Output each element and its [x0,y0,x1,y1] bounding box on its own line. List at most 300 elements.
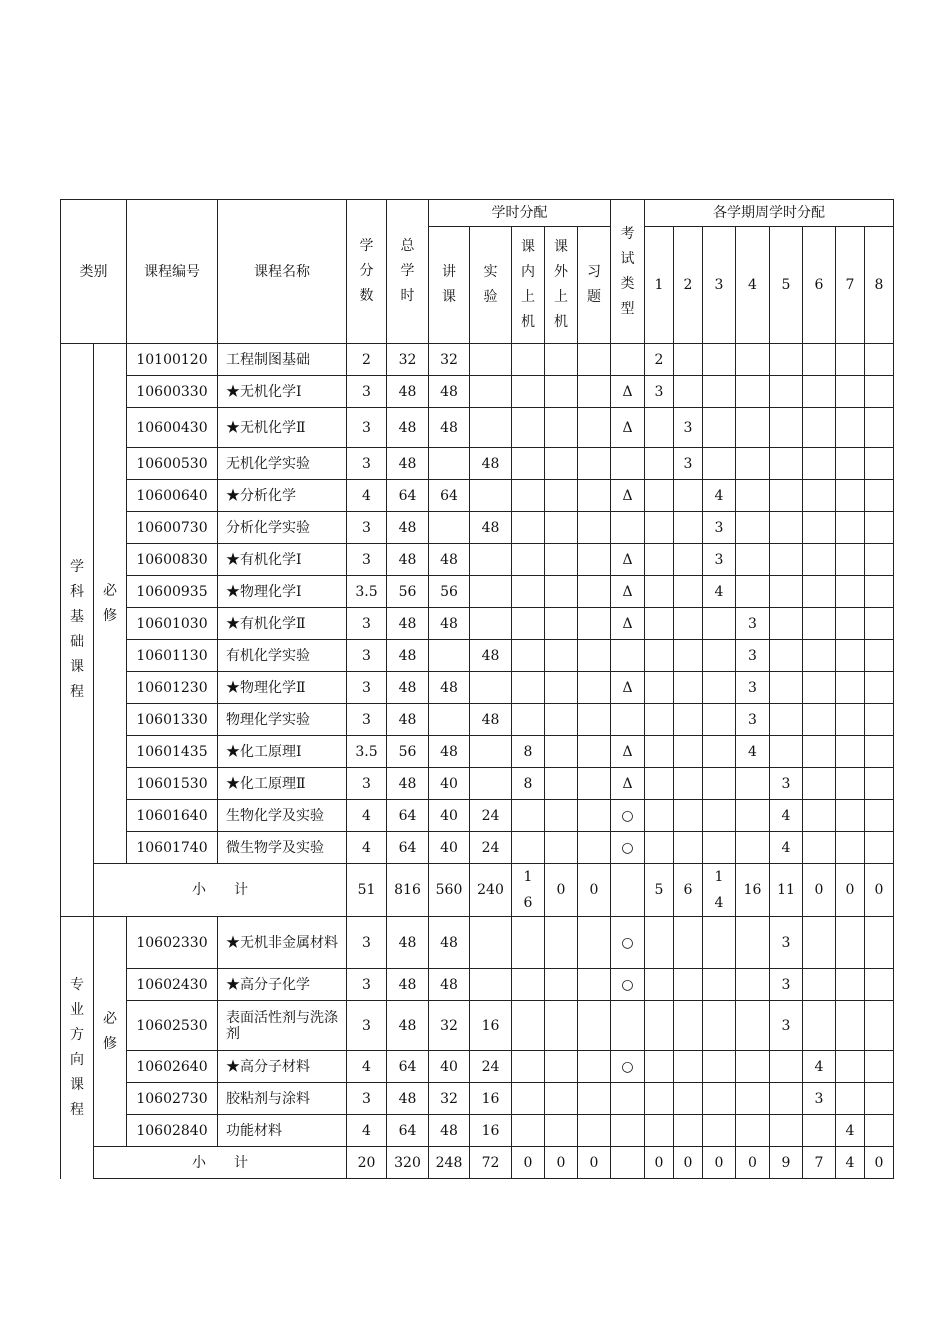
cell-in-comp [512,544,545,576]
table-row [61,344,894,376]
subtotal-semester-2 [674,864,703,917]
cell-semester-8 [865,1051,894,1083]
subtotal-value: 0 [654,1154,664,1171]
cell-semester-5 [770,704,803,736]
table-row [61,768,894,800]
cell-exam [611,344,645,376]
cell-semester-8 [865,1083,894,1115]
cell-credits: 3 [347,408,387,448]
cell-semester-3 [703,917,736,969]
cell-out-comp [545,480,578,512]
course-name: ★无机非金属材料 [218,917,347,969]
subtotal-semester-6 [803,1147,836,1179]
cell-semester-4 [736,1051,770,1083]
course-code: 10600330 [127,376,218,408]
course-name: ★化工原理Ⅱ [218,768,347,800]
cell-semester-8 [865,480,894,512]
cell-semester-2 [674,1051,703,1083]
cell-credits: 3 [347,544,387,576]
cell-semester-3: 4 [703,576,736,608]
cell-exercise [578,512,611,544]
cell-exam [611,1083,645,1115]
subtotal-value: 816 [394,882,421,898]
cell-semester-2 [674,344,703,376]
cell-semester-1 [645,608,674,640]
cell-semester-1 [645,640,674,672]
cell-total: 48 [387,448,429,480]
cell-lecture [429,512,470,544]
cell-lecture: 48 [429,969,470,1001]
course-name: ★无机化学Ⅰ [218,376,347,408]
cell-total: 48 [387,544,429,576]
header-semester-5: 5 [770,227,803,344]
cell-semester-2 [674,704,703,736]
cell-exam: Δ [611,376,645,408]
cell-total: 64 [387,1051,429,1083]
cell-exercise [578,448,611,480]
course-name: 分析化学实验 [218,512,347,544]
cell-credits: 3 [347,640,387,672]
cell-lab [470,969,512,1001]
cell-semester-1 [645,448,674,480]
subtotal-value: 0 [523,1154,533,1171]
cell-semester-5: 3 [770,917,803,969]
cell-out-comp [545,768,578,800]
cell-semester-6 [803,512,836,544]
cell-lecture [429,448,470,480]
cell-exercise [578,408,611,448]
cell-semester-8 [865,768,894,800]
cell-semester-4 [736,512,770,544]
subtotal-value: 0 [874,882,884,898]
cell-semester-7: 4 [836,1115,865,1147]
table-row [61,736,894,768]
cell-semester-8 [865,1001,894,1051]
cell-semester-8 [865,512,894,544]
subtotal-value: 7 [814,1154,824,1171]
cell-credits: 3 [347,969,387,1001]
cell-credits: 3 [347,704,387,736]
cell-semester-1 [645,408,674,448]
table-row [61,969,894,1001]
course-code: 10602730 [127,1083,218,1115]
course-name: ★物理化学Ⅱ [218,672,347,704]
cell-in-comp [512,704,545,736]
cell-credits: 4 [347,832,387,864]
cell-semester-3 [703,832,736,864]
cell-out-comp [545,608,578,640]
cell-total: 48 [387,608,429,640]
cell-exercise [578,736,611,768]
header-semester-4: 4 [736,227,770,344]
cell-out-comp [545,408,578,448]
course-name: ★有机化学Ⅰ [218,544,347,576]
cell-total: 48 [387,408,429,448]
table-row [61,408,894,448]
course-code: 10601530 [127,768,218,800]
cell-semester-1 [645,704,674,736]
cell-semester-8 [865,376,894,408]
subtotal-out-comp [545,864,578,917]
course-code: 10100120 [127,344,218,376]
course-name: 微生物学及实验 [218,832,347,864]
cell-exam: Δ [611,408,645,448]
cell-semester-2 [674,736,703,768]
cell-in-comp: 8 [512,768,545,800]
cell-semester-6: 3 [803,1083,836,1115]
table-row [61,576,894,608]
subtotal-semester-7 [836,1147,865,1179]
cell-semester-7 [836,736,865,768]
cell-semester-2 [674,640,703,672]
cell-semester-6 [803,480,836,512]
cell-semester-6 [803,544,836,576]
header-lab: 实验 [470,227,512,344]
cell-lecture: 64 [429,480,470,512]
cell-semester-4 [736,1083,770,1115]
table-row [61,800,894,832]
cell-lecture: 32 [429,1083,470,1115]
curriculum-table [60,199,894,1179]
cell-semester-3 [703,448,736,480]
cell-semester-4 [736,800,770,832]
cell-exercise [578,768,611,800]
category-label: 学科基础课程 [70,559,84,700]
cell-in-comp [512,576,545,608]
cell-semester-2 [674,800,703,832]
table-row [61,917,894,969]
cell-semester-5: 4 [770,832,803,864]
cell-semester-3: 3 [703,544,736,576]
subtotal-lab [470,1147,512,1179]
cell-exam: Δ [611,480,645,512]
course-code: 10601330 [127,704,218,736]
cell-semester-8 [865,576,894,608]
cell-semester-1 [645,768,674,800]
cell-semester-4: 3 [736,672,770,704]
category-cell [61,917,94,1179]
cell-semester-7 [836,344,865,376]
cell-semester-7 [836,640,865,672]
cell-semester-2 [674,512,703,544]
cell-lecture: 40 [429,768,470,800]
table-row [61,1115,894,1147]
cell-exam [611,512,645,544]
subtotal-value: 11 [777,882,795,898]
cell-exercise [578,917,611,969]
subtotal-value: 0 [845,882,855,898]
cell-semester-2 [674,480,703,512]
cell-semester-8 [865,800,894,832]
cell-semester-7 [836,917,865,969]
cell-semester-6 [803,448,836,480]
cell-exercise [578,1083,611,1115]
course-code: 10601230 [127,672,218,704]
cell-semester-7 [836,832,865,864]
cell-semester-5 [770,608,803,640]
cell-in-comp [512,969,545,1001]
subtotal-label: 小 计 [94,864,347,917]
course-code: 10600640 [127,480,218,512]
cell-total: 48 [387,969,429,1001]
cell-in-comp [512,480,545,512]
header-semester-8: 8 [865,227,894,344]
course-name: 表面活性剂与洗涤剂 [218,1001,347,1051]
cell-semester-5 [770,344,803,376]
cell-lecture: 48 [429,672,470,704]
table-row [61,1083,894,1115]
cell-semester-7 [836,376,865,408]
header-exercise: 习题 [578,227,611,344]
requirement-cell [94,344,127,864]
cell-lecture: 40 [429,1051,470,1083]
course-name: 工程制图基础 [218,344,347,376]
cell-out-comp [545,512,578,544]
course-name: 功能材料 [218,1115,347,1147]
cell-semester-6: 4 [803,1051,836,1083]
header-out-class-computer: 课外上机 [545,227,578,344]
cell-lab [470,480,512,512]
cell-lecture: 40 [429,800,470,832]
course-name: ★无机化学Ⅱ [218,408,347,448]
cell-lab [470,544,512,576]
course-code: 10600530 [127,448,218,480]
cell-semester-3 [703,800,736,832]
cell-lab: 16 [470,1115,512,1147]
cell-semester-1 [645,512,674,544]
cell-semester-4 [736,768,770,800]
cell-semester-6 [803,969,836,1001]
cell-exam: Δ [611,672,645,704]
cell-total: 56 [387,736,429,768]
cell-out-comp [545,544,578,576]
table-row [61,1051,894,1083]
cell-semester-2: 3 [674,448,703,480]
header-weekly-allocation: 各学期周学时分配 [645,200,894,227]
cell-lab: 48 [470,640,512,672]
course-code: 10600935 [127,576,218,608]
category-label: 专业方向课程 [70,976,84,1118]
cell-exercise [578,480,611,512]
cell-semester-8 [865,736,894,768]
subtotal-value: 51 [357,882,376,898]
cell-semester-8 [865,917,894,969]
course-code: 10601640 [127,800,218,832]
subtotal-lecture [429,864,470,917]
cell-in-comp [512,344,545,376]
cell-exercise [578,1051,611,1083]
cell-total: 48 [387,1083,429,1115]
cell-semester-8 [865,544,894,576]
cell-in-comp [512,1083,545,1115]
cell-exercise [578,704,611,736]
cell-in-comp [512,1115,545,1147]
cell-semester-2 [674,672,703,704]
course-code: 10600730 [127,512,218,544]
cell-total: 48 [387,704,429,736]
cell-semester-1 [645,480,674,512]
cell-exam [611,448,645,480]
cell-semester-3 [703,1051,736,1083]
table-row [61,1001,894,1051]
course-code: 10601130 [127,640,218,672]
cell-semester-8 [865,704,894,736]
cell-exercise [578,608,611,640]
header-in-class-computer: 课内上机 [512,227,545,344]
cell-semester-1 [645,969,674,1001]
cell-semester-5 [770,576,803,608]
cell-exam [611,640,645,672]
cell-semester-3: 3 [703,512,736,544]
subtotal-credits [347,864,387,917]
cell-out-comp [545,1051,578,1083]
cell-semester-6 [803,704,836,736]
cell-semester-7 [836,672,865,704]
cell-credits: 4 [347,480,387,512]
cell-semester-2 [674,576,703,608]
cell-semester-8 [865,448,894,480]
course-name: ★高分子材料 [218,1051,347,1083]
cell-semester-5 [770,736,803,768]
subtotal-semester-4 [736,1147,770,1179]
cell-total: 48 [387,768,429,800]
subtotal-lab [470,864,512,917]
subtotal-value: 0 [814,882,824,898]
cell-semester-6 [803,768,836,800]
table-row [61,608,894,640]
cell-semester-4: 3 [736,608,770,640]
course-name: ★物理化学Ⅰ [218,576,347,608]
cell-semester-4: 4 [736,736,770,768]
cell-semester-5: 3 [770,768,803,800]
header-category: 类别 [61,200,127,344]
table-row [61,480,894,512]
subtotal-value: 560 [435,882,463,898]
cell-semester-1 [645,832,674,864]
subtotal-value: 6 [683,882,693,898]
cell-total: 32 [387,344,429,376]
cell-out-comp [545,1001,578,1051]
cell-credits: 3 [347,448,387,480]
cell-semester-5: 3 [770,969,803,1001]
cell-semester-3 [703,969,736,1001]
subtotal-value: 16 [523,869,533,911]
course-code: 10602840 [127,1115,218,1147]
cell-semester-6 [803,800,836,832]
header-semester-1: 1 [645,227,674,344]
header-course-name: 课程名称 [218,200,347,344]
subtotal-exercise [578,1147,611,1179]
course-name: 物理化学实验 [218,704,347,736]
cell-exam: ○ [611,1051,645,1083]
course-code: 10601435 [127,736,218,768]
subtotal-value: 0 [683,1154,693,1171]
cell-exam: Δ [611,544,645,576]
cell-lecture [429,640,470,672]
cell-exercise [578,1001,611,1051]
subtotal-value: 240 [477,882,504,898]
subtotal-value: 0 [556,882,566,898]
cell-semester-5 [770,448,803,480]
header-semester-2: 2 [674,227,703,344]
cell-lecture: 56 [429,576,470,608]
subtotal-semester-6 [803,864,836,917]
cell-semester-2 [674,917,703,969]
cell-semester-6 [803,344,836,376]
cell-exercise [578,1115,611,1147]
cell-semester-4: 3 [736,640,770,672]
cell-total: 48 [387,672,429,704]
cell-semester-7 [836,448,865,480]
cell-total: 48 [387,640,429,672]
cell-exam: ○ [611,800,645,832]
cell-lecture: 48 [429,1115,470,1147]
cell-semester-6 [803,376,836,408]
cell-exercise [578,544,611,576]
cell-credits: 2 [347,344,387,376]
cell-semester-5 [770,672,803,704]
subtotal-semester-1 [645,864,674,917]
cell-semester-8 [865,640,894,672]
cell-exercise [578,800,611,832]
cell-credits: 4 [347,1051,387,1083]
cell-semester-6 [803,1115,836,1147]
cell-semester-1 [645,576,674,608]
cell-lecture: 32 [429,1001,470,1051]
cell-semester-3 [703,672,736,704]
cell-lab [470,576,512,608]
header-hour-allocation: 学时分配 [429,200,611,227]
cell-in-comp [512,640,545,672]
cell-lab: 24 [470,800,512,832]
subtotal-total [387,864,429,917]
cell-total: 64 [387,1115,429,1147]
cell-out-comp [545,736,578,768]
cell-lecture: 48 [429,408,470,448]
cell-lab: 16 [470,1083,512,1115]
cell-semester-6 [803,408,836,448]
cell-in-comp [512,917,545,969]
cell-semester-3 [703,1001,736,1051]
cell-lab [470,917,512,969]
cell-semester-5 [770,408,803,448]
table-row [61,512,894,544]
subtotal-value: 20 [357,1154,376,1171]
subtotal-semester-1 [645,1147,674,1179]
subtotal-total [387,1147,429,1179]
cell-total: 64 [387,800,429,832]
subtotal-in-comp [512,1147,545,1179]
course-code: 10602430 [127,969,218,1001]
subtotal-value: 72 [481,1154,500,1171]
cell-out-comp [545,917,578,969]
cell-lab [470,672,512,704]
course-name: 无机化学实验 [218,448,347,480]
cell-semester-2 [674,544,703,576]
cell-semester-1 [645,544,674,576]
cell-credits: 3 [347,608,387,640]
table-row [61,376,894,408]
cell-semester-1 [645,800,674,832]
cell-credits: 3.5 [347,576,387,608]
cell-semester-3 [703,608,736,640]
subtotal-credits [347,1147,387,1179]
cell-semester-8 [865,344,894,376]
cell-semester-8 [865,1115,894,1147]
subtotal-out-comp [545,1147,578,1179]
cell-semester-2 [674,768,703,800]
header-semester-3: 3 [703,227,736,344]
